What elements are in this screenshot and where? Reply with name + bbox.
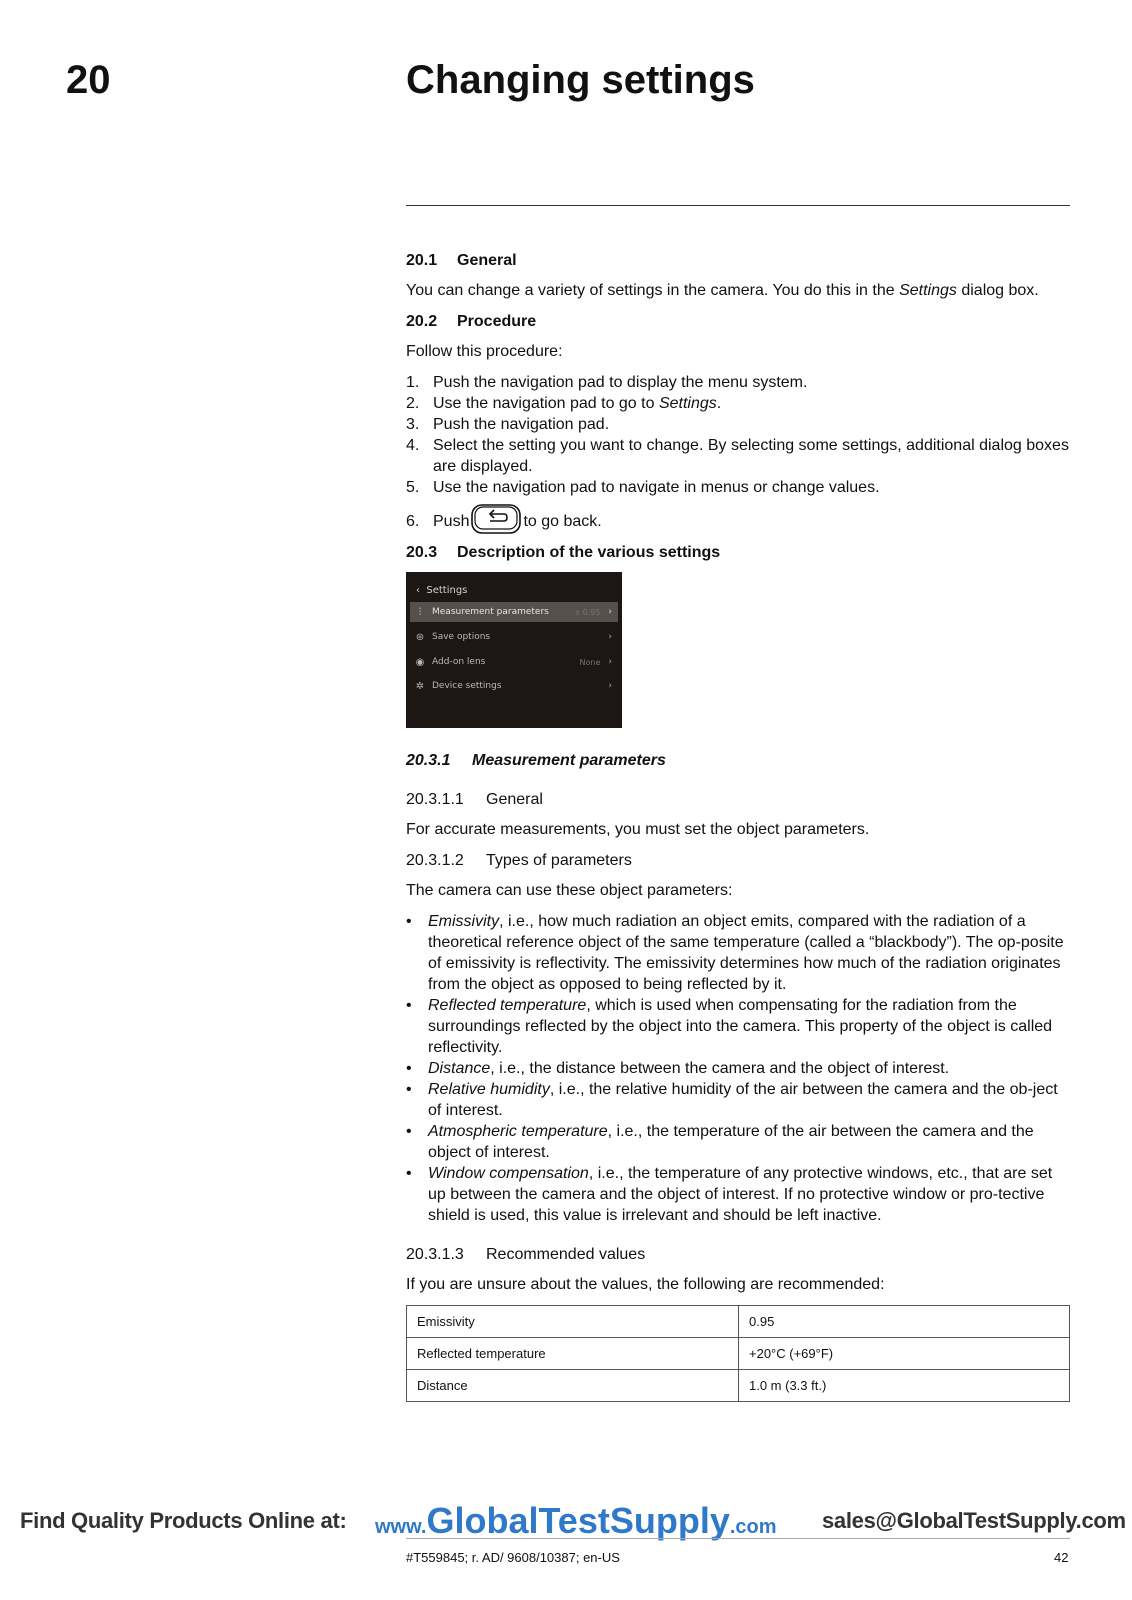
chapter-number: 20 — [66, 58, 111, 102]
recommended-values-table — [406, 1305, 1070, 1402]
recommended-intro: If you are unsure about the values, the following are recommended: — [406, 1276, 885, 1293]
list-item: 1. Push the navigation pad to display the menu system. — [406, 374, 808, 391]
list-item: • Relative humidity, i.e., the relative humidity of the air between the camera and the ob-ject of interest. — [406, 1081, 1058, 1119]
list-item: • Window compensation, i.e., the temperature of any protective windows, etc., that are set up between the camera and the object of interest. If no protective window or pro-tective shield is used, this value is irrelevant and should be left inactive. — [406, 1165, 1053, 1224]
screen-item-device-settings: ✲ Device settings › — [410, 676, 618, 696]
chevron-right-icon: › — [608, 680, 612, 691]
sliders-icon: ⫶ — [418, 606, 422, 618]
section-heading-20-3: 20.3 Description of the various settings — [406, 544, 721, 561]
list-item: 2. Use the navigation pad to go to Settings. — [406, 395, 722, 412]
list-item: • Distance, i.e., the distance between the camera and the object of interest. — [406, 1060, 950, 1077]
list-item: • Atmospheric temperature, i.e., the temperature of the air between the camera and the object of interest. — [406, 1123, 1034, 1161]
main-content — [406, 250, 1070, 1402]
table-row: Emissivity 0.95 — [407, 1306, 1070, 1338]
promo-banner — [0, 1500, 1132, 1541]
table-row: Distance 1.0 m (3.3 ft.) — [407, 1370, 1070, 1402]
section-heading-20-1: 20.1 General — [406, 252, 517, 269]
promo-website-link[interactable]: www.GlobalTestSupply.com — [375, 1500, 777, 1541]
section-heading-20-3-1-3: 20.3.1.3 Recommended values — [406, 1246, 646, 1263]
procedure-intro: Follow this procedure: — [406, 343, 563, 360]
chapter-title: Changing settings — [406, 58, 755, 102]
chevron-right-icon: › — [608, 656, 612, 667]
list-item: 5. Use the navigation pad to navigate in menus or change values. — [406, 479, 880, 496]
section-heading-20-2: 20.2 Procedure — [406, 313, 537, 330]
back-chevron-icon: ‹ — [416, 585, 420, 596]
section-heading-20-3-1-1: 20.3.1.1 General — [406, 791, 543, 808]
chevron-right-icon: › — [608, 631, 612, 642]
screen-item-measurement-parameters: ⫶ Measurement parameters ε 0.95 › — [410, 602, 618, 622]
section-heading-20-3-1: 20.3.1 Measurement parameters — [406, 752, 666, 769]
list-item: • Reflected temperature, which is used when compensating for the radiation from the surroundings reflected by the object into the camera. This property of the object is called reflectivity. — [406, 997, 1053, 1056]
gear-icon: ✲ — [415, 680, 425, 692]
list-item: 3. Push the navigation pad. — [406, 416, 610, 433]
lens-icon: ◉ — [415, 656, 425, 668]
chevron-right-icon: › — [608, 606, 612, 617]
download-icon: ⊛ — [415, 631, 425, 643]
footer-divider — [406, 1538, 1070, 1539]
parameter-list — [406, 911, 1070, 1226]
section-20-3-1-1-text: For accurate measurements, you must set the object parameters. — [406, 821, 870, 838]
footer-document-id: #T559845; r. AD/ 9608/10387; en-US — [406, 1550, 620, 1565]
screen-header: ‹ Settings — [416, 585, 468, 596]
screen-item-add-on-lens: ◉ Add-on lens None › — [410, 652, 618, 672]
parameters-intro: The camera can use these object parameters: — [406, 882, 733, 899]
promo-email-link[interactable]: sales@GlobalTestSupply.com — [822, 1508, 1126, 1533]
page-number: 42 — [1054, 1550, 1069, 1565]
chapter-divider — [406, 205, 1070, 206]
list-item: 4. Select the setting you want to change. By selecting some settings, additional dialog boxes are displayed. — [406, 437, 1069, 475]
procedure-steps — [406, 372, 1070, 498]
list-item: 6. Push to go back. — [406, 504, 1070, 532]
back-button-icon — [471, 504, 521, 532]
screen-item-save-options: ⊛ Save options › — [410, 627, 618, 647]
table-row: Reflected temperature +20°C (+69°F) — [407, 1338, 1070, 1370]
section-heading-20-3-1-2: 20.3.1.2 Types of parameters — [406, 852, 632, 869]
list-item: • Emissivity, i.e., how much radiation an object emits, compared with the radiation of a theoretical reference object of the same temperature (called a “blackbody”). The op-posite of emissivity is reflectivity. The emissivity determines how much of the radiation originates from the object as opposed to being reflected by it. — [406, 913, 1064, 993]
section-20-1-text: You can change a variety of settings in the camera. You do this in the Settings dialog box. — [406, 282, 1039, 299]
promo-tagline: Find Quality Products Online at: — [20, 1508, 347, 1533]
settings-screenshot — [406, 572, 622, 728]
